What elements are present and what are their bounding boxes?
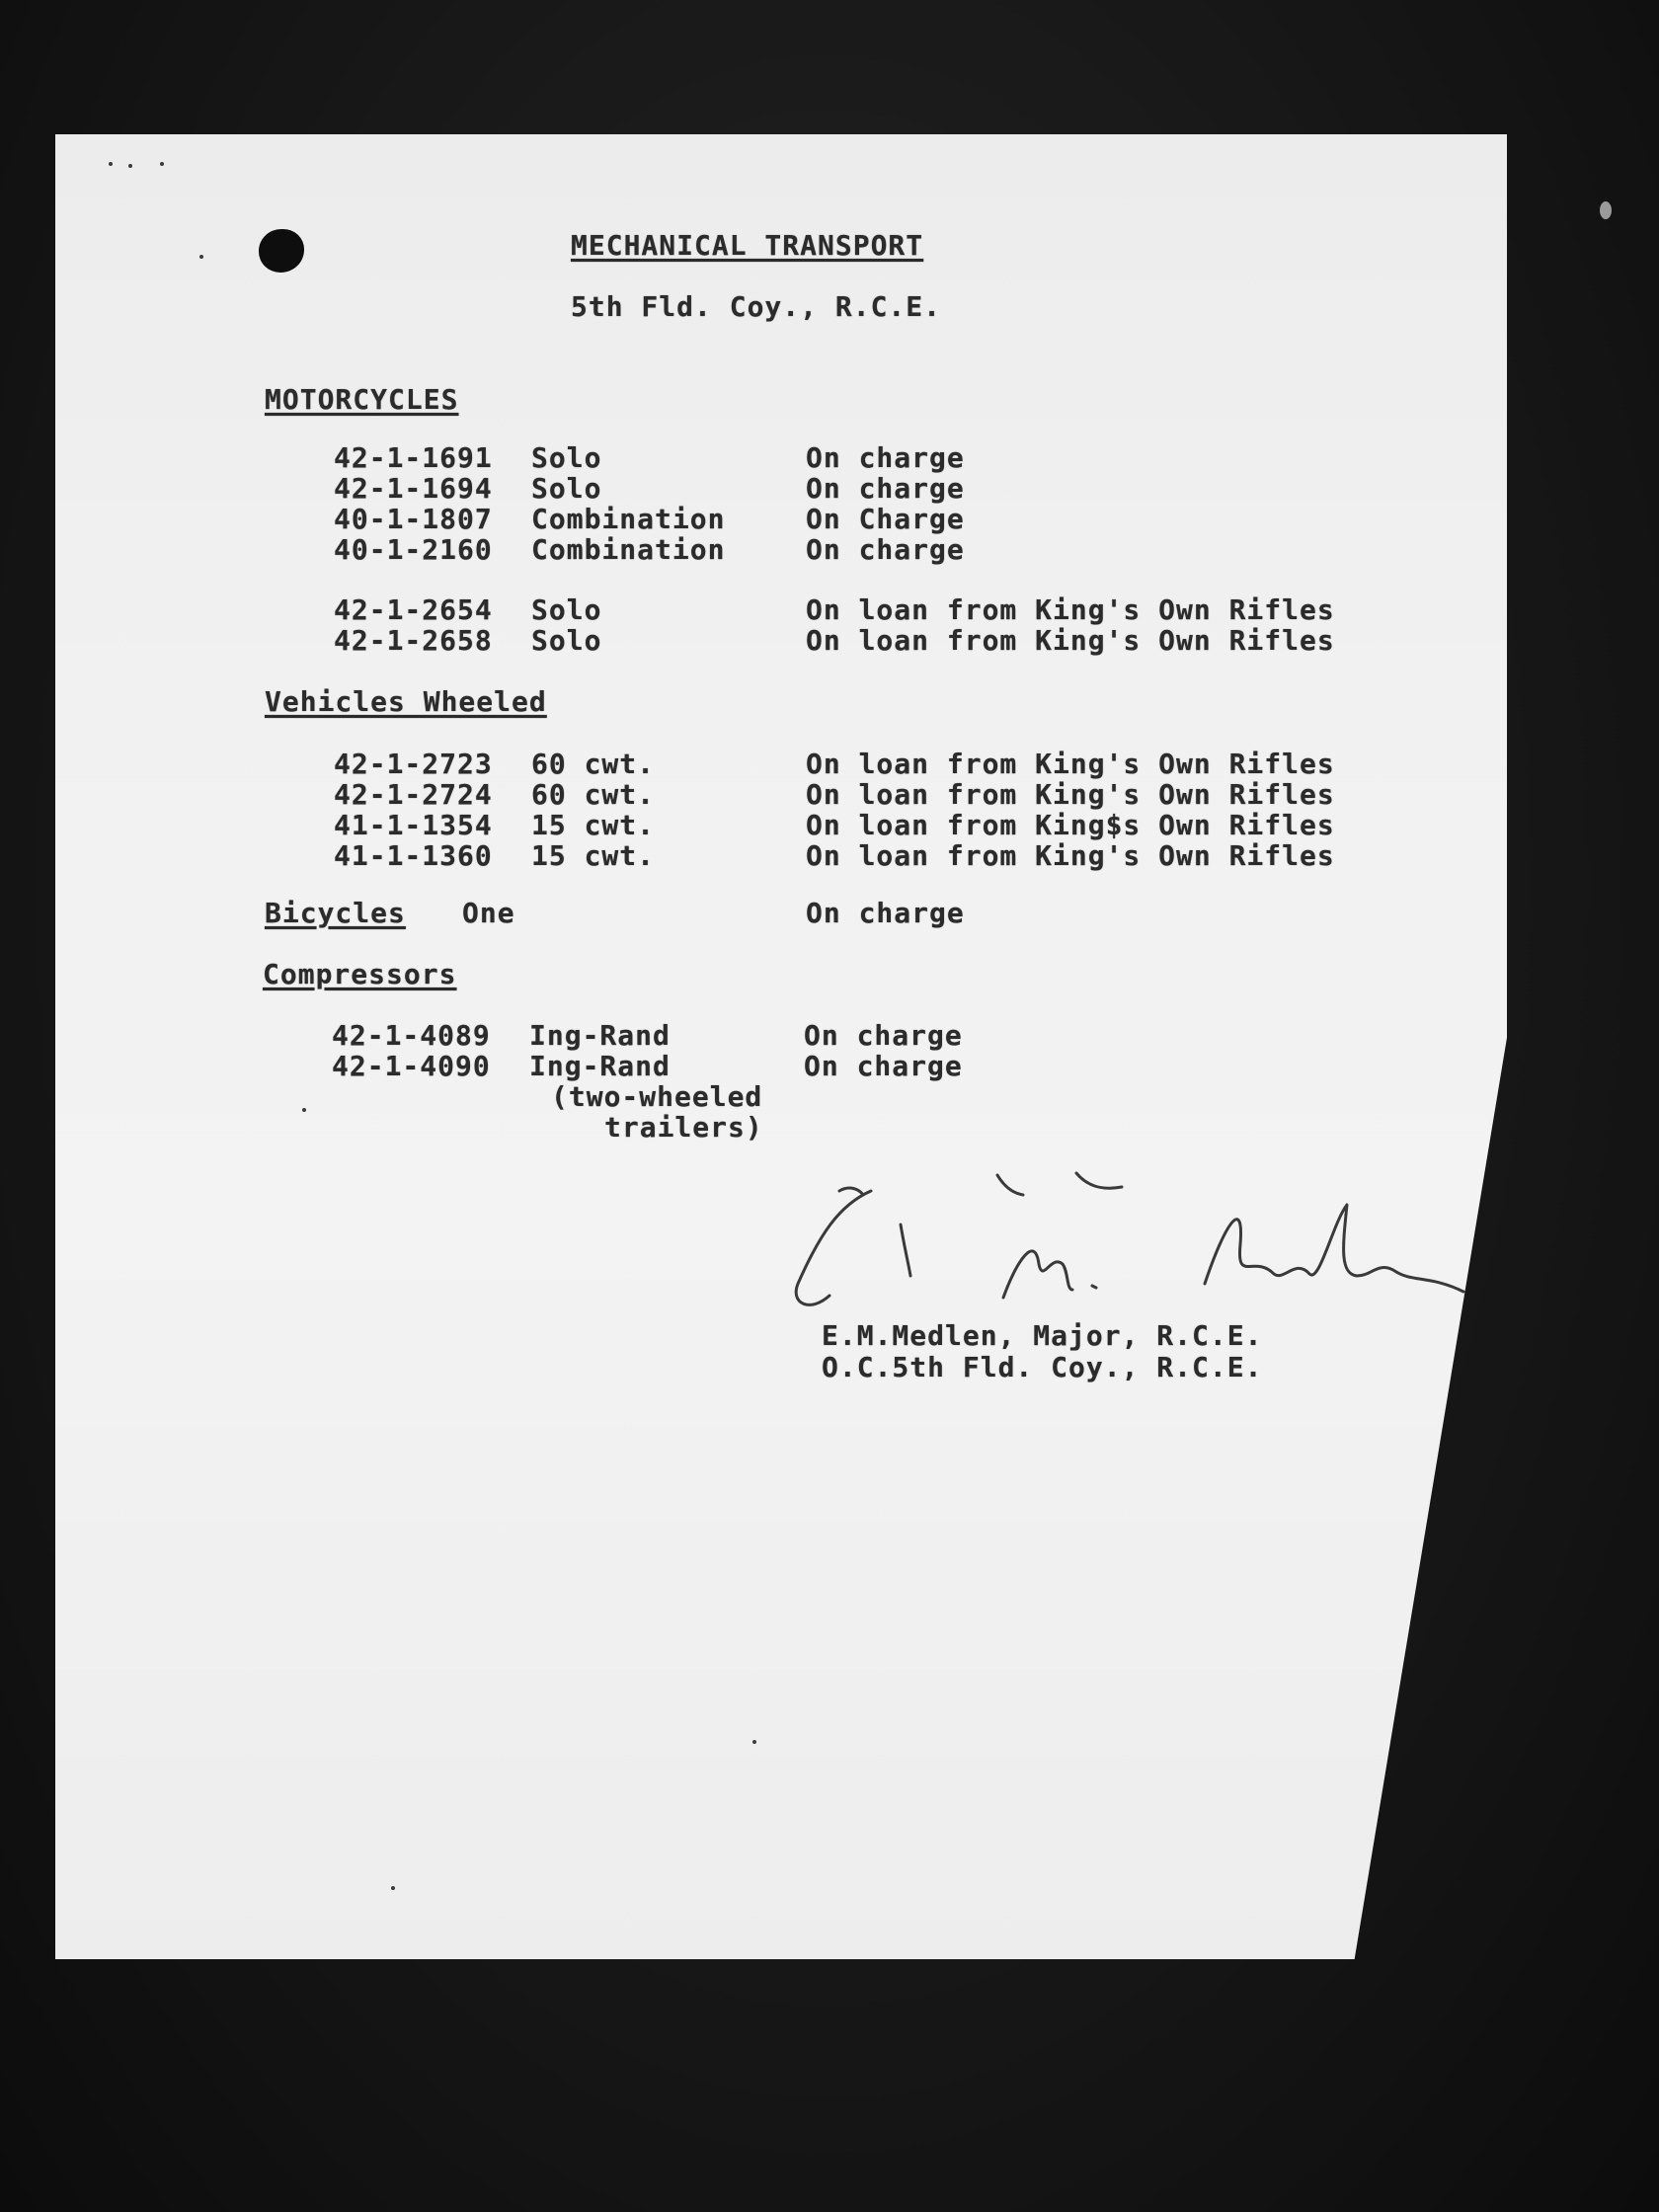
table-row	[334, 624, 1440, 656]
vehicle-status: On charge	[804, 1050, 963, 1082]
section-heading-vehicles-wheeled: Vehicles Wheeled	[265, 685, 547, 718]
vehicle-type: Combination	[531, 503, 726, 535]
bicycles-quantity: One	[462, 897, 515, 929]
vehicle-type: Solo	[531, 441, 602, 474]
section-heading-bicycles: Bicycles	[265, 897, 406, 929]
vehicle-id: 40-1-1807	[334, 503, 493, 535]
vehicle-id: 41-1-1360	[334, 839, 493, 872]
vehicle-id: 42-1-1694	[334, 472, 493, 505]
table-row	[334, 503, 1440, 534]
dust-speck	[302, 1108, 306, 1112]
section-heading-compressors: Compressors	[263, 958, 457, 990]
vehicle-status: On Charge	[806, 503, 965, 535]
vehicle-status: On charge	[804, 1019, 963, 1052]
vehicle-status: On loan from King's Own Rifles	[806, 748, 1335, 780]
table-row	[334, 441, 1440, 473]
table-row	[332, 1050, 1438, 1081]
dust-speck	[752, 1740, 756, 1744]
dust-speck	[128, 164, 132, 168]
handwritten-signature	[780, 1165, 1471, 1323]
signatory-name: E.M.Medlen, Major, R.C.E.	[822, 1319, 1263, 1352]
vehicle-type: Solo	[531, 472, 602, 505]
vehicle-type: Solo	[531, 624, 602, 657]
dust-speck	[199, 255, 203, 259]
dust-speck	[391, 1886, 395, 1890]
vehicle-type: Ing-Rand	[529, 1050, 671, 1082]
vehicle-status: On loan from King's Own Rifles	[806, 593, 1335, 626]
table-row	[334, 778, 1440, 810]
compressors-note-line2: trailers)	[604, 1111, 763, 1144]
vehicle-id: 42-1-1691	[334, 441, 493, 474]
vehicle-id: 42-1-4089	[332, 1019, 491, 1052]
signatory-title: O.C.5th Fld. Coy., R.C.E.	[822, 1351, 1263, 1383]
table-row	[334, 748, 1440, 779]
vehicle-id: 42-1-2724	[334, 778, 493, 811]
vehicle-type: 15 cwt.	[531, 839, 656, 872]
vehicle-status: On charge	[806, 472, 965, 505]
compressors-note-line1: (two-wheeled	[551, 1080, 763, 1113]
table-row	[334, 593, 1440, 625]
table-row	[334, 533, 1440, 565]
vehicle-id: 42-1-2654	[334, 593, 493, 626]
vehicle-id: 42-1-4090	[332, 1050, 491, 1082]
unit-subtitle: 5th Fld. Coy., R.C.E.	[571, 290, 942, 323]
vehicle-type: Ing-Rand	[529, 1019, 671, 1052]
vehicle-status: On loan from King's Own Rifles	[806, 778, 1335, 811]
vehicle-type: Combination	[531, 533, 726, 566]
vehicle-status: On loan from King$s Own Rifles	[806, 809, 1335, 841]
dust-speck	[1600, 201, 1612, 219]
vehicle-status: On charge	[806, 533, 965, 566]
vehicle-id: 40-1-2160	[334, 533, 493, 566]
bicycles-status: On charge	[806, 897, 965, 929]
section-heading-motorcycles: MOTORCYCLES	[265, 383, 459, 416]
table-row	[332, 1019, 1438, 1051]
vehicle-type: 60 cwt.	[531, 748, 656, 780]
vehicle-id: 41-1-1354	[334, 809, 493, 841]
table-row	[334, 809, 1440, 840]
table-row	[334, 472, 1440, 504]
document-title: MECHANICAL TRANSPORT	[571, 229, 924, 262]
table-row	[334, 839, 1440, 871]
vehicle-id: 42-1-2723	[334, 748, 493, 780]
vehicle-status: On charge	[806, 441, 965, 474]
vehicle-type: 15 cwt.	[531, 809, 656, 841]
vehicle-type: 60 cwt.	[531, 778, 656, 811]
vehicle-id: 42-1-2658	[334, 624, 493, 657]
vehicle-status: On loan from King's Own Rifles	[806, 839, 1335, 872]
vehicle-status: On loan from King's Own Rifles	[806, 624, 1335, 657]
dust-speck	[160, 162, 164, 166]
dust-speck	[109, 162, 113, 166]
vehicle-type: Solo	[531, 593, 602, 626]
